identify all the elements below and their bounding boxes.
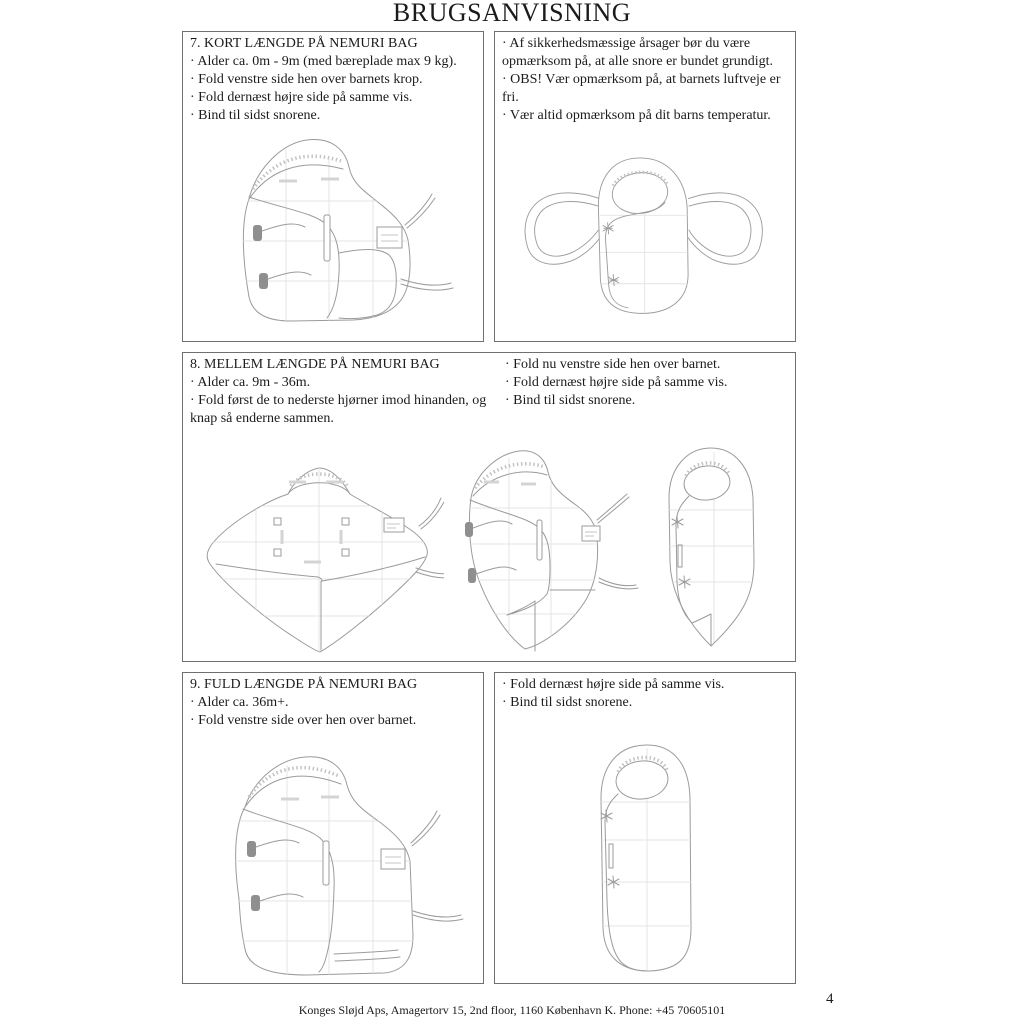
bullet-item: · Fold nu venstre side hen over barnet. <box>505 357 721 372</box>
short-wrapped-bag-figure <box>515 145 765 330</box>
section-9-heading: 9. FULD LÆNGDE PÅ NEMURI BAG <box>190 677 418 692</box>
medium-folded-bag-figure <box>449 438 647 656</box>
bullet-item: · Alder ca. 0m - 9m (med bæreplade max 9 kg). <box>190 54 457 69</box>
section-8-heading: 8. MELLEM LÆNGDE PÅ NEMURI BAG <box>190 357 440 372</box>
section-8-right-column <box>497 356 788 410</box>
full-wrapped-bag-figure <box>585 740 710 978</box>
bullet-item: · Fold venstre side hen over barnets krop. <box>190 72 423 87</box>
zipper-placket <box>324 215 330 261</box>
bag-outline <box>207 468 427 652</box>
bullet-item: · Fold venstre side over hen over barnet. <box>190 713 417 728</box>
toggle-button <box>247 841 256 857</box>
bullet-item: · Alder ca. 36m+. <box>190 695 289 710</box>
section-9-left-box <box>182 672 484 984</box>
bullet-item: · OBS! Vær opmærksom på, at barnets luftveje er fri. <box>502 72 781 105</box>
page-number: 4 <box>826 991 834 1007</box>
section-7-heading: 7. KORT LÆNGDE PÅ NEMURI BAG <box>190 36 418 51</box>
toggle-button <box>259 273 268 289</box>
bullet-item: · Vær altid opmærksom på dit barns temperatur. <box>502 108 771 123</box>
toggle-button <box>253 225 262 241</box>
section-7-right-box <box>494 31 796 342</box>
bullet-item: · Fold dernæst højre side på samme vis. <box>190 90 413 105</box>
bullet-item: · Fold dernæst højre side på samme vis. <box>505 375 728 390</box>
medium-wrapped-bag-figure <box>659 442 764 654</box>
section-8-left-column <box>190 356 497 428</box>
toggle-button <box>251 895 260 911</box>
bullet-item: · Bind til sidst snorene. <box>505 393 636 408</box>
bullet-item: · Fold dernæst højre side på samme vis. <box>502 677 725 692</box>
care-label <box>381 849 405 869</box>
care-label <box>384 518 404 532</box>
flat-open-bag-figure <box>194 434 444 656</box>
bullet-item: · Fold først de to nederste hjørner imod hinanden, og knap så enderne sammen. <box>190 393 487 426</box>
section-9-right-box <box>494 672 796 984</box>
toggle-button <box>468 568 476 583</box>
bullet-item: · Af sikkerhedsmæssige årsager bør du være opmærksom på, at alle snore er bundet grundigt. <box>502 36 773 69</box>
care-label <box>377 227 402 248</box>
bullet-item: · Bind til sidst snorene. <box>190 108 321 123</box>
zipper-placket <box>323 841 329 885</box>
tie-strings <box>411 811 463 921</box>
full-folded-bag-figure <box>195 749 465 977</box>
section-7-left-box <box>182 31 484 342</box>
zipper-placket <box>537 520 542 560</box>
footer-text: Konges Sløjd Aps, Amagertorv 15, 2nd floor, 1160 København K. Phone: +45 70605101 <box>298 1003 726 1017</box>
section-8-box <box>182 352 796 662</box>
tie-strings <box>597 494 638 589</box>
care-label <box>582 526 600 541</box>
bullet-item: · Bind til sidst snorene. <box>502 695 633 710</box>
bag-outline <box>469 451 597 649</box>
toggle-button <box>465 522 473 537</box>
bullet-item: · Alder ca. 9m - 36m. <box>190 375 311 390</box>
page-title: BRUGSANVISNING <box>392 0 632 27</box>
short-folded-bag-figure <box>191 129 463 337</box>
